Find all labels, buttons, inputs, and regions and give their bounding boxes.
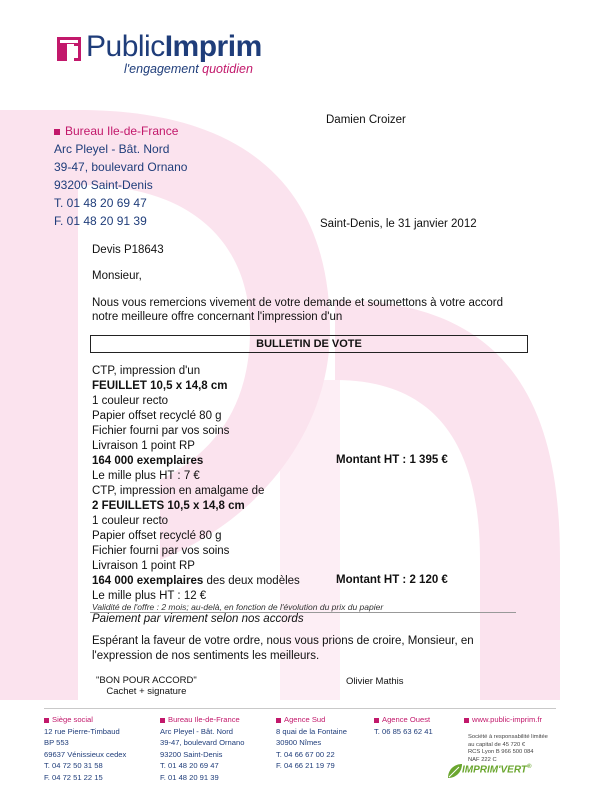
product-heading: BULLETIN DE VOTE xyxy=(90,335,528,353)
bullet-square-icon xyxy=(54,129,60,135)
bullet-square-icon xyxy=(464,718,469,723)
offer-line: Le mille plus HT : 12 € xyxy=(92,590,207,602)
offer-format: 2 FEUILLETS 10,5 x 14,8 cm xyxy=(92,500,245,512)
footer-agence-ouest: Agence Ouest T. 06 85 63 62 41 xyxy=(374,715,433,736)
sender-line: 39-47, boulevard Ornano xyxy=(54,160,188,174)
offer-quantity: 164 000 exemplaires xyxy=(92,455,204,467)
approval-block xyxy=(96,675,197,697)
offer-line: Livraison 1 point RP xyxy=(92,440,195,452)
bullet-square-icon xyxy=(44,718,49,723)
bullet-square-icon xyxy=(276,718,281,723)
offer-line: CTP, impression en amalgame de xyxy=(92,485,265,497)
brand-tagline: l'engagement quotidien xyxy=(124,62,253,76)
quote-reference: Devis P18643 xyxy=(92,244,164,256)
bullet-square-icon xyxy=(374,718,379,723)
sender-phone: T. 01 48 20 69 47 xyxy=(54,196,147,210)
brand-name: PublicImprim xyxy=(86,30,262,63)
offer-line: Le mille plus HT : 7 € xyxy=(92,470,200,482)
offer-line: CTP, impression d'un xyxy=(92,365,201,377)
sender-fax: F. 01 48 20 91 39 xyxy=(54,214,147,228)
offer-1 xyxy=(92,364,229,484)
offer-line: Fichier fourni par vos soins xyxy=(92,425,230,437)
signer-name: Olivier Mathis xyxy=(346,676,404,687)
offer-2-amount: Montant HT : 2 120 € xyxy=(336,574,448,586)
intro-paragraph: Nous vous remercions vivement de votre demande et soumettons à votre accord notre meilleure offre concernant l'impression d'un xyxy=(92,297,504,323)
offer-2 xyxy=(92,484,300,604)
footer-agence-sud: Agence Sud 8 quai de la Fontaine 30900 Nîmes T. 04 66 67 00 22 F. 04 66 21 19 79 xyxy=(276,715,347,770)
sender-line: 93200 Saint-Denis xyxy=(54,178,153,192)
letter-date: Saint-Denis, le 31 janvier 2012 xyxy=(320,218,477,230)
offer-line: 1 couleur recto xyxy=(92,515,169,527)
offer-line: Papier offset recyclé 80 g xyxy=(92,410,222,422)
pi-logo-icon xyxy=(54,34,84,64)
offer-1-amount: Montant HT : 1 395 € xyxy=(336,454,448,466)
recipient-name: Damien Croizer xyxy=(326,114,406,126)
offer-line: Fichier fourni par vos soins xyxy=(92,545,230,557)
offer-line: Papier offset recyclé 80 g xyxy=(92,530,222,542)
footer-website[interactable]: www.public-imprim.fr xyxy=(464,714,542,726)
sender-line: Arc Pleyel - Bât. Nord xyxy=(54,142,170,156)
validity-note: Validité de l'offre : 2 mois; au-delà, en fonction de l'évolution du prix du papier xyxy=(92,602,384,612)
sender-title: Bureau Ile-de-France xyxy=(54,122,187,140)
closing-paragraph: Espérant la faveur de votre ordre, nous vous prions de croire, Monsieur, en l'expression de nos sentiments les meilleurs. xyxy=(92,635,474,662)
salutation: Monsieur, xyxy=(92,270,142,282)
imprim-vert-badge: IMPRIM'VERT® xyxy=(462,764,532,776)
payment-terms: Paiement par virement selon nos accords xyxy=(92,613,304,625)
offer-format: FEUILLET 10,5 x 14,8 cm xyxy=(92,380,228,392)
footer-head-office: Siège social 12 rue Pierre-Timbaud BP 553 69637 Vénissieux cedex T. 04 72 50 31 58 F. 04 72 51 22 15 xyxy=(44,715,127,782)
offer-line: 1 couleur recto xyxy=(92,395,169,407)
offer-quantity: 164 000 exemplaires des deux modèles xyxy=(92,575,300,587)
stamp-signature-label: Cachet + signature xyxy=(106,686,187,697)
approval-label: "BON POUR ACCORD" xyxy=(96,675,197,686)
footer-divider xyxy=(44,708,556,709)
footer-ile-de-france: Bureau Ile-de-France Arc Pleyel - Bât. Nord 39-47, boulevard Ornano 93200 Saint-Denis T. 01 48 20 69 47 F. 01 48 20 91 39 xyxy=(160,715,245,782)
offer-line: Livraison 1 point RP xyxy=(92,560,195,572)
sender-address xyxy=(54,122,187,230)
bullet-square-icon xyxy=(160,718,165,723)
legal-info: Société à responsabilité limitée au capital de 45 720 € RCS Lyon B 966 500 084 NAF 222 C xyxy=(468,734,548,763)
